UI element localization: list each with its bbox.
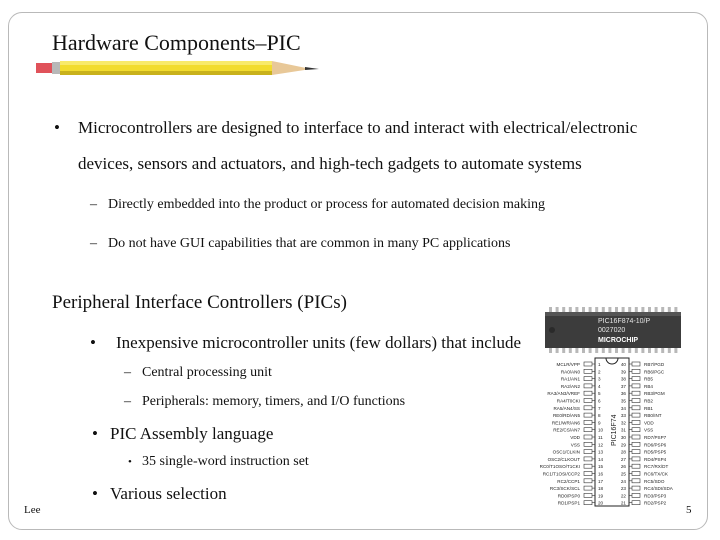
chip-lead xyxy=(556,348,559,353)
sub-bullet-cpu: Central processing unit xyxy=(142,365,272,380)
chip-lead xyxy=(589,348,592,353)
chip-lead xyxy=(641,348,644,353)
pin-label-left: OSC1/CLKIN xyxy=(552,449,580,455)
pin-label-right: RD4/PSP4 xyxy=(644,456,667,462)
chip-lead xyxy=(668,348,671,353)
chip-label-line-1: PIC16F874-10/P xyxy=(598,318,651,325)
pin-box-left xyxy=(584,501,592,505)
pin-label-left: RE1/WR/AN6 xyxy=(551,420,580,426)
chip-lead xyxy=(556,307,559,312)
pic-chip-image xyxy=(543,307,683,353)
pin-number-left: 6 xyxy=(598,398,601,404)
sub-bullet-marker: – xyxy=(90,197,97,212)
pin-number-left: 10 xyxy=(598,427,604,433)
sub-bullet-marker: – xyxy=(90,236,97,251)
pin-number-left: 5 xyxy=(598,391,601,397)
pin-box-right xyxy=(632,486,640,490)
chip-lead xyxy=(608,307,611,312)
pin-label-left: RC2/CCP1 xyxy=(557,478,580,484)
chip-lead xyxy=(622,307,625,312)
chip-lead xyxy=(635,348,638,353)
pin-number-right: 37 xyxy=(620,383,626,389)
chip-lead xyxy=(628,307,631,312)
pin-box-right xyxy=(632,464,640,468)
pin-label-left: VDD xyxy=(570,435,580,440)
slide-title: Hardware Components–PIC xyxy=(52,30,301,55)
chip-brand: MICROCHIP xyxy=(598,337,639,344)
pin-box-right xyxy=(632,420,640,424)
selection-bullet: Various selection xyxy=(110,484,227,503)
chip-lead xyxy=(575,348,578,353)
pin-number-right: 28 xyxy=(620,449,626,455)
section-heading: Peripheral Interface Controllers (PICs) xyxy=(52,292,347,313)
chip-lead xyxy=(615,307,618,312)
pin-label-left: RD1/PSP1 xyxy=(557,500,580,506)
pin-box-left xyxy=(584,406,592,410)
pin-label-left: RE0/RD/AN5 xyxy=(552,413,580,419)
pin-label-left: RC1/T1OSI/CCP2 xyxy=(542,471,580,477)
page-number: 5 xyxy=(686,504,692,516)
pin-box-left xyxy=(584,384,592,388)
pin-label-right: RC4/SDI/SDA xyxy=(644,486,673,492)
bullet-marker: • xyxy=(54,118,60,137)
chip-lead xyxy=(635,307,638,312)
pin-number-right: 23 xyxy=(620,486,626,492)
chip-lead xyxy=(575,307,578,312)
pin-number-right: 24 xyxy=(620,478,626,484)
pin-label-left: RC0/T1OSO/T1CKI xyxy=(539,464,580,470)
chip-lead xyxy=(655,348,658,353)
pin-label-right: RB5 xyxy=(644,376,653,382)
pinout-diagram xyxy=(524,356,700,510)
sub-bullet-gui: Do not have GUI capabilities that are common in many PC applications xyxy=(108,236,511,251)
chip-lead xyxy=(562,348,565,353)
pin-box-left xyxy=(584,420,592,424)
bullet-1-line-1: Microcontrollers are designed to interface to and interact with electrical/electronic xyxy=(78,118,638,137)
chip-lead xyxy=(569,307,572,312)
chip-lead xyxy=(674,348,677,353)
pin-number-right: 36 xyxy=(620,391,626,397)
pin-number-left: 11 xyxy=(598,435,603,440)
pin-number-left: 8 xyxy=(598,413,601,419)
pin-label-left: MCLR/VPP xyxy=(556,362,580,367)
pin-number-left: 17 xyxy=(598,478,604,484)
pin-number-left: 12 xyxy=(598,442,604,448)
pin-number-right: 27 xyxy=(620,456,626,462)
pin-label-right: RC7/RX/DT xyxy=(644,464,669,470)
pin-label-left: RA1/AN1 xyxy=(560,376,580,382)
pin-number-left: 4 xyxy=(598,383,601,389)
pin-box-left xyxy=(584,391,592,395)
pin-number-right: 39 xyxy=(620,369,626,375)
pin-label-right: VSS xyxy=(644,427,654,433)
pin-box-left xyxy=(584,493,592,497)
pin-number-left: 7 xyxy=(598,405,601,411)
pin-label-left: RC3/SCK/SCL xyxy=(549,486,580,492)
chip-lead xyxy=(595,348,598,353)
pin-label-right: RC6/TX/CK xyxy=(644,471,668,477)
pin-box-right xyxy=(632,362,640,366)
chip-lead xyxy=(615,348,618,353)
pin-number-right: 26 xyxy=(620,464,626,470)
pin-box-right xyxy=(632,501,640,505)
pin-label-left: RD0/PSP0 xyxy=(557,493,580,499)
pin-box-right xyxy=(632,435,640,439)
pin-label-right: RB7/PGD xyxy=(644,362,665,367)
pin-box-left xyxy=(584,442,592,446)
pin-box-right xyxy=(632,399,640,403)
chip-lead xyxy=(648,348,651,353)
pin-number-left: 14 xyxy=(598,456,604,462)
pin-number-right: 22 xyxy=(620,493,626,499)
pin-label-right: RB4 xyxy=(644,383,653,389)
bullet-marker: • xyxy=(90,333,96,352)
chip-lead xyxy=(668,307,671,312)
pin-number-right: 29 xyxy=(620,442,626,448)
pin-label-right: RD6/PSP6 xyxy=(644,442,667,448)
chip-lead xyxy=(582,307,585,312)
pin-box-left xyxy=(584,472,592,476)
pin-number-left: 3 xyxy=(598,376,601,382)
pin-number-left: 1 xyxy=(598,362,601,367)
chip-lead xyxy=(661,348,664,353)
bullet-marker: • xyxy=(128,456,132,468)
pin-label-left: RA4/T0CKI xyxy=(556,398,580,404)
chip-lead xyxy=(582,348,585,353)
sub-bullet-marker: – xyxy=(124,394,131,409)
bullet-marker: • xyxy=(92,484,98,503)
chip-lead xyxy=(608,348,611,353)
pin-label-left: RA3/AN3/VREF xyxy=(547,391,580,397)
pin-box-right xyxy=(632,369,640,373)
pin-number-right: 31 xyxy=(620,427,626,433)
chip-lead xyxy=(622,348,625,353)
pin-label-left: RA5/AN4/SS xyxy=(553,405,580,411)
pin-box-left xyxy=(584,435,592,439)
pin-number-right: 34 xyxy=(620,405,626,411)
pin-label-right: RB0/INT xyxy=(644,413,662,419)
pin-label-right: RB3/PGM xyxy=(644,391,665,397)
pic-bullet: Inexpensive microcontroller units (few dollars) that include xyxy=(116,333,522,352)
pin-number-left: 2 xyxy=(598,369,601,375)
pin-box-right xyxy=(632,406,640,410)
chip-lead xyxy=(674,307,677,312)
pencil-icon xyxy=(28,54,323,80)
pin-label-right: RD5/PSP5 xyxy=(644,449,667,455)
pin-label-right: RC5/SDO xyxy=(644,478,665,484)
pin-box-right xyxy=(632,391,640,395)
sub-bullet-marker: – xyxy=(124,365,131,380)
chip-lead xyxy=(589,307,592,312)
pin-label-right: RB6/PGC xyxy=(644,369,665,375)
pin-label-right: RB1 xyxy=(644,405,653,411)
pin-number-left: 20 xyxy=(598,500,604,506)
pin-number-right: 25 xyxy=(620,471,626,477)
pin-number-left: 18 xyxy=(598,486,604,492)
pin-label-right: RD3/PSP3 xyxy=(644,493,667,499)
pin-number-left: 15 xyxy=(598,464,604,470)
pin-box-right xyxy=(632,384,640,388)
pin-label-right: RD2/PSP2 xyxy=(644,500,667,506)
chip-lead xyxy=(549,348,552,353)
pin-number-left: 16 xyxy=(598,471,604,477)
chip-lead xyxy=(569,348,572,353)
pin-number-right: 35 xyxy=(620,398,626,404)
instruction-set-bullet: 35 single-word instruction set xyxy=(142,454,309,469)
pin-box-right xyxy=(632,493,640,497)
chip-lead xyxy=(655,307,658,312)
chip-lead xyxy=(641,307,644,312)
pin-box-left xyxy=(584,413,592,417)
pin-label-left: VSS xyxy=(570,442,580,448)
pin-number-right: 33 xyxy=(620,413,626,419)
chip-label-line-2: 0027020 xyxy=(598,327,626,334)
pin-box-left xyxy=(584,362,592,366)
sub-bullet-peripherals: Peripherals: memory, timers, and I/O functions xyxy=(142,394,406,409)
pin-box-left xyxy=(584,369,592,373)
sub-bullet-embedded: Directly embedded into the product or process for automated decision making xyxy=(108,197,545,212)
chip-lead xyxy=(648,307,651,312)
pin-box-left xyxy=(584,486,592,490)
pin-number-right: 30 xyxy=(620,435,626,440)
chip-lead xyxy=(595,307,598,312)
pin-number-left: 9 xyxy=(598,420,601,426)
bullet-1-line-2: devices, sensors and actuators, and high-tech gadgets to automate systems xyxy=(78,154,582,173)
chip-lead xyxy=(549,307,552,312)
pin-box-left xyxy=(584,479,592,483)
pin-label-right: RD7/PSP7 xyxy=(644,435,667,440)
chip-lead xyxy=(602,307,605,312)
pin-box-left xyxy=(584,464,592,468)
pin-label-right: RB2 xyxy=(644,398,653,404)
chip-lead xyxy=(562,307,565,312)
pin-box-left xyxy=(584,428,592,432)
pin-number-right: 38 xyxy=(620,376,626,382)
chip-lead xyxy=(661,307,664,312)
pin-box-right xyxy=(632,428,640,432)
chip-lead xyxy=(602,348,605,353)
pin-number-right: 40 xyxy=(620,362,626,367)
pin-number-right: 21 xyxy=(620,500,626,506)
pin-box-left xyxy=(584,377,592,381)
pin-box-right xyxy=(632,413,640,417)
pin-label-left: OSC2/CLKOUT xyxy=(547,456,580,462)
pin-label-left: RA0/AN0 xyxy=(560,369,580,375)
pin-number-left: 19 xyxy=(598,493,604,499)
footer-author: Lee xyxy=(24,504,41,516)
pin-box-right xyxy=(632,377,640,381)
bullet-marker: • xyxy=(92,424,98,443)
chip-lead xyxy=(628,348,631,353)
pin-box-right xyxy=(632,442,640,446)
pin-box-left xyxy=(584,457,592,461)
pin-label-left: RA2/AN2 xyxy=(560,383,580,389)
pin-box-right xyxy=(632,450,640,454)
chip-part-name: PIC16F74 xyxy=(611,414,618,446)
pin-number-right: 32 xyxy=(620,420,626,426)
pin-label-right: VDD xyxy=(644,420,654,426)
pin-box-right xyxy=(632,457,640,461)
pin-box-right xyxy=(632,472,640,476)
pin-box-left xyxy=(584,450,592,454)
pin-label-left: RE2/CS/AN7 xyxy=(553,427,580,433)
pin-box-right xyxy=(632,479,640,483)
pin-number-left: 13 xyxy=(598,449,604,455)
pin-box-left xyxy=(584,399,592,403)
assembly-bullet: PIC Assembly language xyxy=(110,424,274,443)
